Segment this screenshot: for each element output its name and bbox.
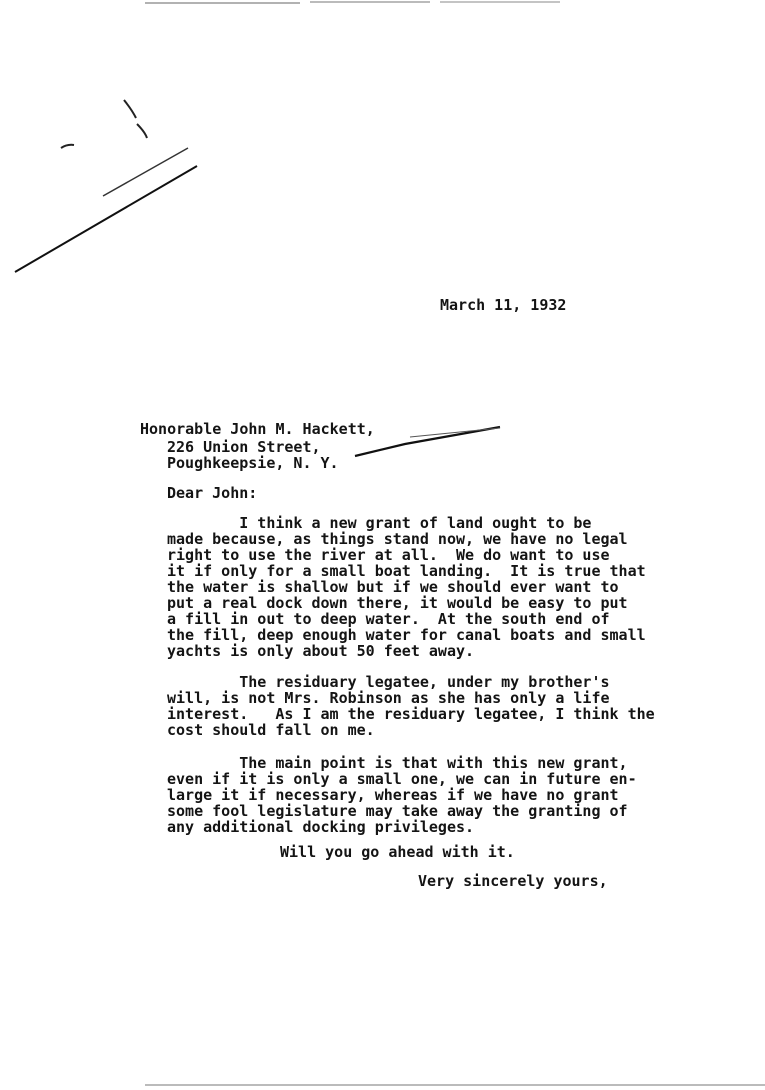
closing-line: Very sincerely yours, — [418, 872, 608, 890]
body-line: interest. As I am the residuary legatee, I think the — [167, 705, 655, 723]
diagonal-pen-stroke — [15, 166, 197, 272]
address-line: Honorable John M. Hackett, — [140, 420, 375, 438]
body-line: right to use the river at all. We do want to use — [167, 546, 610, 564]
body-line: the fill, deep enough water for canal boats and small — [167, 626, 646, 644]
address-line: 226 Union Street, — [167, 438, 321, 456]
body-line: large it if necessary, whereas if we have no grant — [167, 786, 619, 804]
pen-stroke-mark — [124, 100, 136, 118]
pen-stroke-mark — [61, 145, 74, 148]
body-line: The residuary legatee, under my brother's — [167, 673, 610, 691]
address-line: Poughkeepsie, N. Y. — [167, 454, 339, 472]
body-line: cost should fall on me. — [167, 721, 375, 739]
body-line: the water is shallow but if we should ever want to — [167, 578, 619, 596]
salutation: Dear John: — [167, 484, 258, 502]
body-line: any additional docking privileges. — [167, 818, 475, 836]
body-line: even if it is only a small one, we can in future en- — [167, 770, 637, 788]
pen-stroke-mark — [137, 124, 147, 138]
letter-date: March 11, 1932 — [440, 296, 567, 314]
body-line: put a real dock down there, it would be easy to put — [167, 594, 628, 612]
request-line: Will you go ahead with it. — [280, 843, 515, 861]
underline-scribble — [355, 427, 500, 456]
body-line: I think a new grant of land ought to be — [167, 514, 592, 532]
body-line: The main point is that with this new grant, — [167, 754, 628, 772]
body-line: will, is not Mrs. Robinson as she has only a life — [167, 689, 610, 707]
body-line: it if only for a small boat landing. It is true that — [167, 562, 646, 580]
diagonal-pen-stroke — [103, 148, 188, 196]
body-line: a fill in out to deep water. At the south end of — [167, 610, 610, 628]
body-line: some fool legislature may take away the granting of — [167, 802, 628, 820]
body-line: made because, as things stand now, we have no legal — [167, 530, 628, 548]
body-line: yachts is only about 50 feet away. — [167, 642, 475, 660]
